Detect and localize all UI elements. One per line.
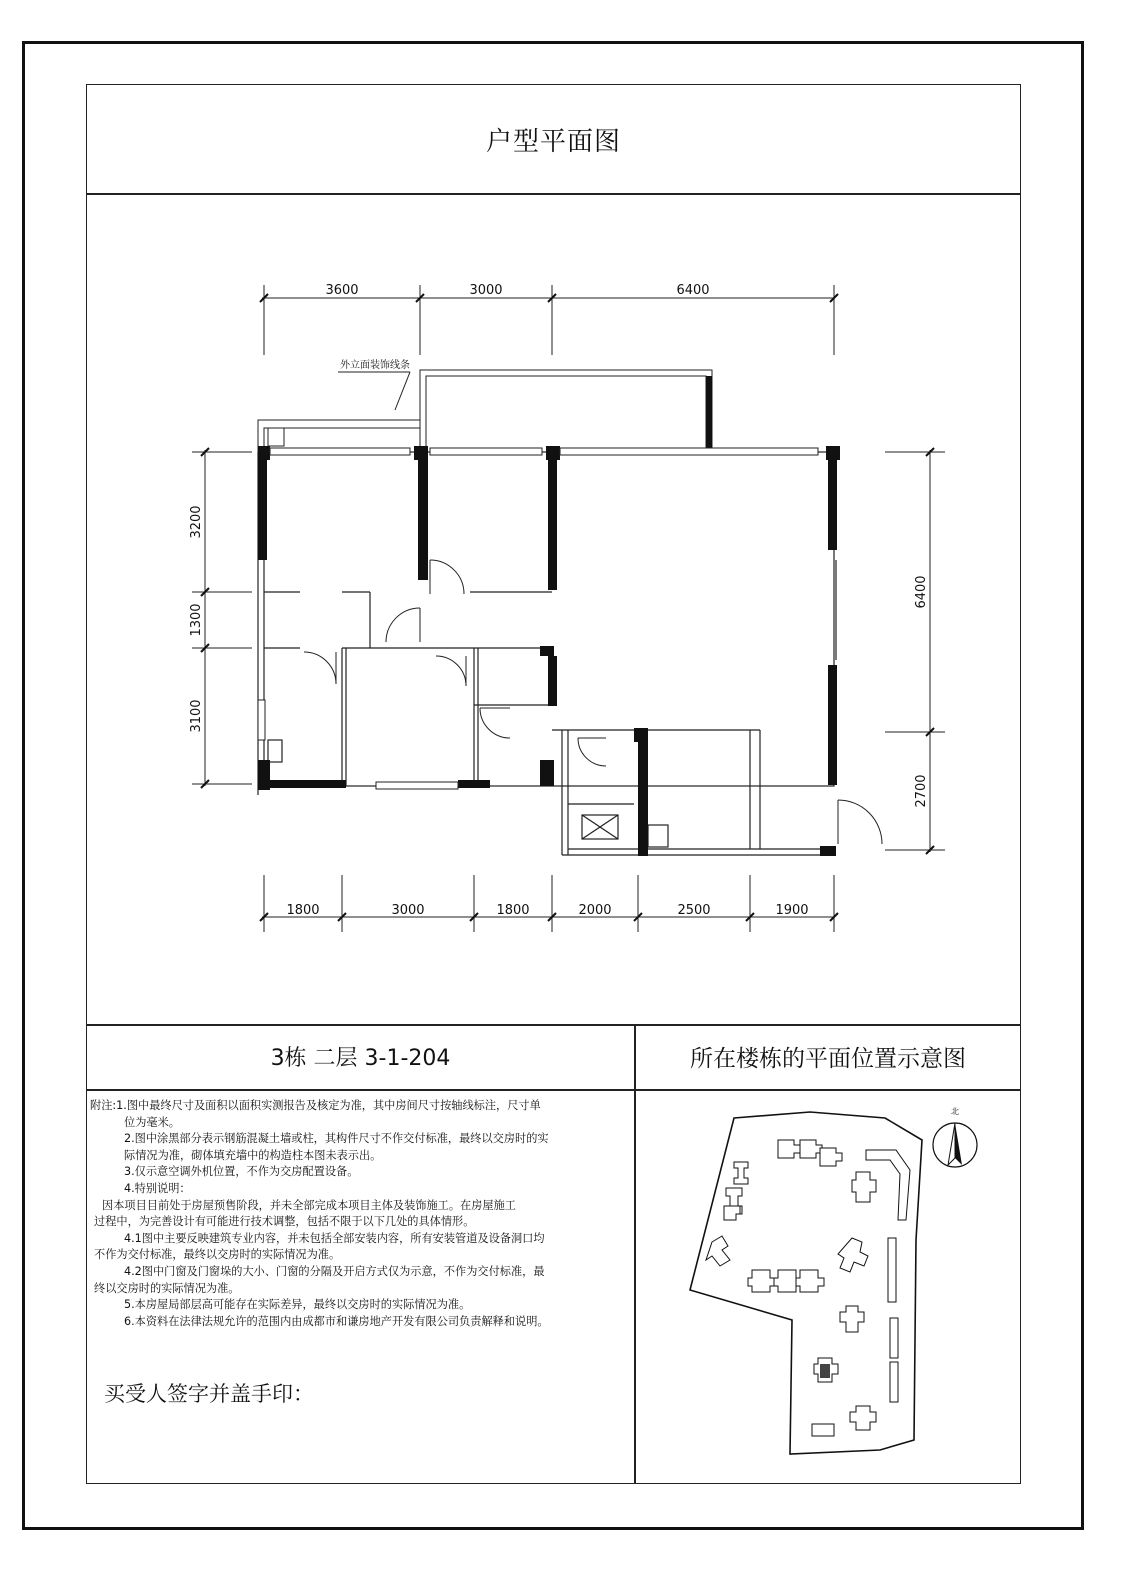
dim-left-3: 3100 [189, 699, 204, 733]
dim-bottom-2: 3000 [391, 903, 425, 918]
dim-right-2: 2700 [914, 774, 929, 808]
note-line: 过程中，为完善设计有可能进行技术调整，包括不限于以下几处的具体情形。 [94, 1215, 475, 1229]
facade-trim-callout: 外立面装饰线条 [340, 360, 410, 371]
note-line: 2.图中涂黑部分表示钢筋混凝土墙或柱，其构件尺寸不作交付标准，最终以交房时的实 [124, 1132, 549, 1146]
site-plan [650, 1098, 1010, 1468]
page-title: 户型平面图 [485, 126, 621, 157]
dim-bottom-3: 1800 [496, 903, 530, 918]
dim-left-1: 3200 [189, 505, 204, 539]
note-line: 3.仅示意空调外机位置，不作为交房配置设备。 [124, 1165, 359, 1179]
notes [90, 1098, 630, 1330]
note-line: 因本项目目前处于房屋预售阶段，并未全部完成本项目主体及装饰施工。在房屋施工 [102, 1198, 516, 1212]
divider [86, 1089, 1021, 1091]
dim-top-1: 3600 [325, 283, 359, 298]
note-line: 6.本资料在法律法规允许的范围内由成都市和谦房地产开发有限公司负责解释和说明。 [124, 1314, 549, 1328]
dim-top-2: 3000 [469, 283, 503, 298]
unit-label: 3栋 二层 3-1-204 [270, 1046, 451, 1071]
note-line: 4.特别说明： [124, 1181, 191, 1195]
dim-top-3: 6400 [676, 283, 710, 298]
note-line: 位为毫米。 [124, 1115, 180, 1129]
dim-bottom-5: 2500 [677, 903, 711, 918]
note-line: 附注:1.图中最终尺寸及面积以面积实测报告及核定为准，其中房间尺寸按轴线标注，尺寸单 [90, 1099, 541, 1112]
divider [634, 1024, 636, 1484]
dim-left-2: 1300 [189, 603, 204, 637]
dim-bottom-4: 2000 [578, 903, 612, 918]
dim-bottom-6: 1900 [775, 903, 809, 918]
note-line: 4.2图中门窗及门窗垛的大小、门窗的分隔及开启方式仅为示意，不作为交付标准，最 [124, 1264, 545, 1278]
north-label: 北 [951, 1107, 959, 1116]
note-line: 终以交房时的实际情况为准。 [94, 1281, 240, 1295]
dim-right-1: 6400 [914, 575, 929, 609]
dim-bottom-1: 1800 [286, 903, 320, 918]
note-line: 5.本房屋局部层高可能存在实际差异，最终以交房时的实际情况为准。 [124, 1298, 471, 1312]
floor-plan [150, 270, 929, 960]
note-line: 4.1图中主要反映建筑专业内容，并未包括全部安装内容，所有安装管道及设备洞口均 [124, 1231, 545, 1245]
buyer-signature-label: 买受人签字并盖手印： [104, 1382, 314, 1406]
note-line: 际情况为准，砌体填充墙中的构造柱本图未表示出。 [124, 1148, 382, 1162]
site-plan-label: 所在楼栋的平面位置示意图 [690, 1046, 966, 1072]
note-line: 不作为交付标准，最终以交房时的实际情况为准。 [94, 1248, 341, 1262]
